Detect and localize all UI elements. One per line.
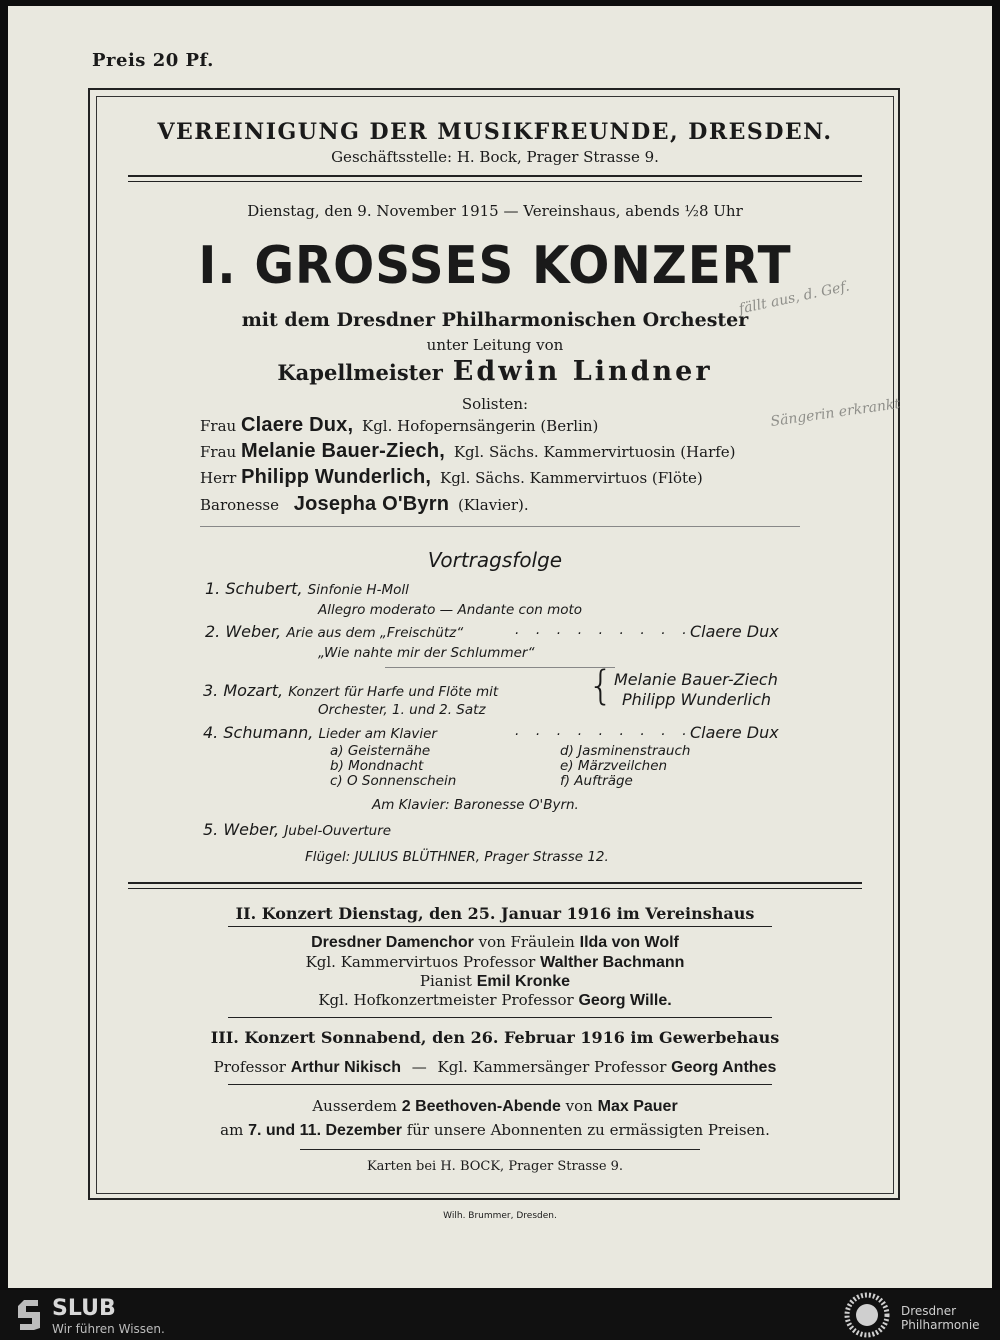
item-number: 1. — [205, 579, 221, 598]
soloist-row — [200, 493, 529, 516]
soloist-prefix: Frau — [200, 417, 237, 435]
organization-name: VEREINIGUNG DER MUSIKFREUNDE, DRESDEN. — [157, 119, 833, 145]
concert-title: I. GROSSES KONZERT — [198, 236, 792, 296]
choir-name: Dresdner Damenchor — [311, 934, 474, 951]
philharmonie-line: Dresdner — [901, 1304, 957, 1318]
concert2-heading: II. Konzert Dienstag, den 25. Januar 1916 im Vereinshaus — [235, 904, 755, 923]
piano-note: Flügel: JULIUS BLÜTHNER, Prager Strasse 12. — [305, 849, 609, 865]
extra-line — [96, 1121, 894, 1140]
program-item-2 — [205, 622, 463, 641]
handwritten-note: fällt aus, d. Gef. — [737, 278, 851, 318]
under-direction-line: unter Leitung von — [426, 336, 564, 354]
double-rule-middle — [128, 882, 862, 889]
slub-logo-icon — [14, 1298, 44, 1332]
soloist-name: Philipp Wunderlich, — [241, 466, 432, 488]
thin-divider — [200, 526, 800, 527]
extra-highlight: 7. und 11. Dezember — [248, 1122, 402, 1139]
price-label: Preis 20 Pf. — [92, 50, 214, 71]
printer-credit: Wilh. Brummer, Dresden. — [443, 1211, 557, 1221]
extra-line — [96, 1097, 894, 1116]
performer-title: Kgl. Kammervirtuos Professor — [305, 953, 536, 971]
item-performer: Philipp Wunderlich — [622, 690, 772, 709]
soloist-name: Melanie Bauer-Ziech, — [240, 440, 446, 462]
soloist-name: Josepha O'Byrn — [293, 493, 450, 515]
program-item-4 — [203, 723, 437, 742]
song-list-right — [560, 744, 690, 789]
item-detail: Allegro moderato — Andante con moto — [318, 602, 583, 618]
concert2-line — [96, 953, 894, 972]
slub-name[interactable]: SLUB — [52, 1296, 116, 1321]
conductor-title: Kapellmeister — [277, 360, 443, 385]
concert3-heading: III. Konzert Sonnabend, den 26. Februar 1916 im Gewerbehaus — [210, 1028, 780, 1047]
program-heading: Vortragsfolge — [427, 548, 563, 572]
performer-name: Georg Anthes — [671, 1059, 777, 1076]
section-rule — [228, 1017, 772, 1018]
item-number: 5. — [203, 820, 219, 839]
program-item-5 — [203, 820, 391, 839]
item-work: Arie aus dem „Freischütz“ — [286, 625, 464, 641]
item-composer: Schumann, — [223, 723, 314, 742]
concert2-line — [96, 991, 894, 1010]
office-address: Geschäftsstelle: H. Bock, Prager Strasse 9. — [331, 148, 659, 166]
dash: — — [411, 1058, 427, 1076]
item-composer: Schubert, — [225, 579, 303, 598]
item-work: Konzert für Harfe und Flöte mit — [288, 684, 499, 700]
extra-text: Ausserdem — [312, 1097, 397, 1115]
song-item: a) Geisternähe — [330, 743, 431, 759]
item-performer: Melanie Bauer-Ziech — [614, 670, 778, 689]
extra-highlight: 2 Beethoven-Abende — [401, 1098, 561, 1115]
soloist-prefix: Herr — [200, 469, 237, 487]
performer-name: Georg Wille. — [578, 992, 672, 1009]
program-item-1 — [205, 579, 409, 598]
philharmonie-line: Philharmonie — [901, 1318, 980, 1332]
soloist-role: Kgl. Sächs. Kammervirtuos (Flöte) — [439, 469, 703, 487]
performer-title: Kgl. Kammersänger Professor — [437, 1058, 667, 1076]
performer-name: Emil Kronke — [476, 973, 571, 990]
item-work: Jubel-Ouverture — [284, 823, 392, 839]
performer-title: Kgl. Hofkonzertmeister Professor — [318, 991, 574, 1009]
brace-symbol: { — [588, 663, 614, 709]
leader-dots: . . . . . . . . . — [515, 622, 693, 638]
item-composer: Mozart, — [223, 681, 284, 700]
conductor-name: Edwin Lindner — [452, 356, 713, 387]
heading-underline — [228, 926, 772, 927]
handwritten-note: Sängerin erkrankt — [769, 395, 901, 431]
song-item: c) O Sonnenschein — [330, 773, 457, 789]
item-work: Sinfonie H-Moll — [307, 582, 409, 598]
song-item: e) Märzveilchen — [560, 758, 668, 774]
program-item-3 — [203, 681, 498, 700]
soloist-row — [200, 466, 703, 489]
ticket-info: Karten bei H. BOCK, Prager Strasse 9. — [366, 1159, 624, 1174]
performer-title: Professor — [213, 1058, 286, 1076]
soloist-prefix: Baronesse — [200, 496, 279, 514]
short-rule — [300, 1149, 700, 1150]
extra-text: am — [220, 1121, 244, 1139]
soloist-row — [200, 440, 736, 463]
item-work-continued: Orchester, 1. und 2. Satz — [318, 702, 486, 718]
accompanist-note: Am Klavier: Baronesse O'Byrn. — [372, 797, 579, 813]
orchestra-line: mit dem Dresdner Philharmonischen Orchester — [241, 309, 749, 331]
footer-bar — [0, 1290, 1000, 1340]
item-work: Lieder am Klavier — [318, 726, 437, 742]
section-rule — [228, 1084, 772, 1085]
soloist-prefix: Frau — [200, 443, 237, 461]
concert3-line — [96, 1058, 894, 1077]
soloist-row — [200, 414, 598, 437]
soloist-role: Kgl. Hofopernsängerin (Berlin) — [362, 417, 599, 435]
soloists-heading: Solisten: — [461, 395, 529, 413]
performer-name: Walther Bachmann — [540, 954, 685, 971]
slub-tagline: Wir führen Wissen. — [52, 1322, 165, 1336]
choir-text: von Fräulein — [478, 933, 575, 951]
choir-director: Ilda von Wolf — [579, 934, 679, 951]
concert2-line — [96, 972, 894, 991]
song-item: f) Aufträge — [560, 773, 633, 789]
philharmonie-logo-icon — [840, 1292, 894, 1338]
song-item: b) Mondnacht — [330, 758, 424, 774]
soloist-role: Kgl. Sächs. Kammervirtuosin (Harfe) — [453, 443, 736, 461]
leader-dots: . . . . . . . . . — [515, 723, 693, 739]
song-list-left — [330, 744, 456, 789]
short-divider — [385, 667, 615, 668]
item-performer: Claere Dux — [690, 723, 779, 742]
extra-text: von — [565, 1097, 593, 1115]
extra-highlight: Max Pauer — [597, 1098, 678, 1115]
conductor-line — [96, 356, 894, 387]
item-composer: Weber, — [223, 820, 280, 839]
extra-text: für unsere Abonnenten zu ermässigten Preisen. — [406, 1121, 770, 1139]
item-number: 3. — [203, 681, 219, 700]
soloist-role: (Klavier). — [457, 496, 529, 514]
item-performer: Claere Dux — [690, 622, 779, 641]
item-number: 4. — [203, 723, 219, 742]
concert2-line — [96, 933, 894, 952]
performer-name: Arthur Nikisch — [290, 1059, 401, 1076]
item-detail: „Wie nahte mir der Schlummer“ — [318, 645, 535, 661]
song-item: d) Jasminenstrauch — [560, 743, 691, 759]
soloist-name: Claere Dux, — [240, 414, 354, 436]
double-rule-top — [128, 175, 862, 182]
performer-title: Pianist — [419, 972, 472, 990]
philharmonie-name[interactable] — [901, 1304, 980, 1332]
item-composer: Weber, — [225, 622, 282, 641]
concert-date-line: Dienstag, den 9. November 1915 — Vereinshaus, abends ½8 Uhr — [247, 202, 743, 220]
item-number: 2. — [205, 622, 221, 641]
